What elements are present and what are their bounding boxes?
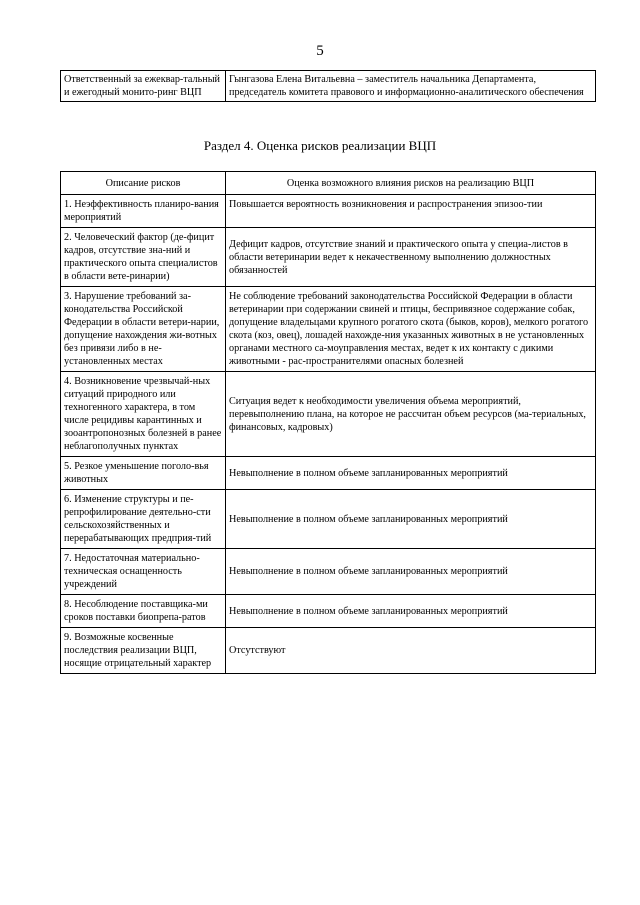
responsible-value: Гынгазова Елена Витальевна – заместитель начальника Департамента, председатель комитета правового и информационно-аналитического обеспечения — [226, 71, 596, 102]
risk-cell: 2. Человеческий фактор (де-фицит кадров, отсутствие зна-ний и практического опыта специалистов в области вете-ринарии) — [61, 228, 226, 287]
impact-cell: Повышается вероятность возникновения и распространения эпизоо-тии — [226, 195, 596, 228]
impact-cell: Невыполнение в полном объеме запланированных мероприятий — [226, 457, 596, 490]
table-header-row — [61, 172, 596, 195]
table-row — [61, 457, 596, 490]
table-row — [61, 372, 596, 457]
risk-cell: 6. Изменение структуры и пе-репрофилирование деятельно-сти сельскохозяйственных и перерабатывающих предприя-тий — [61, 490, 226, 549]
table-row — [61, 228, 596, 287]
impact-cell: Дефицит кадров, отсутствие знаний и практического опыта у специа-листов в области ветеринарии ведет к некачественному выполнению должностных обязанностей — [226, 228, 596, 287]
header-risk-impact: Оценка возможного влияния рисков на реализацию ВЦП — [226, 172, 596, 195]
table-row — [61, 549, 596, 595]
table-row — [61, 195, 596, 228]
table-row — [61, 71, 596, 102]
impact-cell: Не соблюдение требований законодательства Российской Федерации в области ветеринарии при содержании свиней и птицы, беспривязное содержание собак, допущение владельцами крупного рогатого скота (быков, коров), мелкого рогатого скота (коз, овец), лошадей нахожде-ния указанных животных в не установленных органами местного са-моуправления местах, ведет к их контакту с дикими животными - рас-пространителями опасных болезней — [226, 287, 596, 372]
impact-cell: Невыполнение в полном объеме запланированных мероприятий — [226, 549, 596, 595]
risk-cell: 1. Неэффективность планиро-вания мероприятий — [61, 195, 226, 228]
impact-cell: Невыполнение в полном объеме запланированных мероприятий — [226, 490, 596, 549]
table-row — [61, 287, 596, 372]
risk-cell: 7. Недостаточная материально-техническая оснащенность учреждений — [61, 549, 226, 595]
responsible-table — [60, 70, 596, 102]
impact-cell: Отсутствуют — [226, 628, 596, 674]
risk-cell: 5. Резкое уменьшение поголо-вья животных — [61, 457, 226, 490]
table-row — [61, 628, 596, 674]
risk-table — [60, 171, 596, 674]
risk-cell: 4. Возникновение чрезвычай-ных ситуаций природного или техногенного характера, в том числе рецидивы карантинных и зооантропонозных болезней в ранее неблагополучных пунктах — [61, 372, 226, 457]
responsible-label: Ответственный за ежеквар-тальный и ежегодный монито-ринг ВЦП — [61, 71, 226, 102]
table-row — [61, 490, 596, 549]
table-row — [61, 595, 596, 628]
header-risk-description: Описание рисков — [61, 172, 226, 195]
impact-cell: Ситуация ведет к необходимости увеличения объема мероприятий, перевыполнению плана, на которое не рассчитан объем ресурсов (ма-териальных, финансовых, кадровых) — [226, 372, 596, 457]
page-number: 5 — [316, 43, 324, 59]
risk-cell: 9. Возможные косвенные последствия реализации ВЦП, носящие отрицательный характер — [61, 628, 226, 674]
risk-cell: 8. Несоблюдение поставщика-ми сроков поставки биопрепа-ратов — [61, 595, 226, 628]
impact-cell: Невыполнение в полном объеме запланированных мероприятий — [226, 595, 596, 628]
risk-cell: 3. Нарушение требований за-конодательства Российской Федерации в области ветери-нарии, допущение нахождения жи-вотных без привязи либо в не-установленных местах — [61, 287, 226, 372]
section-title: Раздел 4. Оценка рисков реализации ВЦП — [203, 138, 437, 153]
